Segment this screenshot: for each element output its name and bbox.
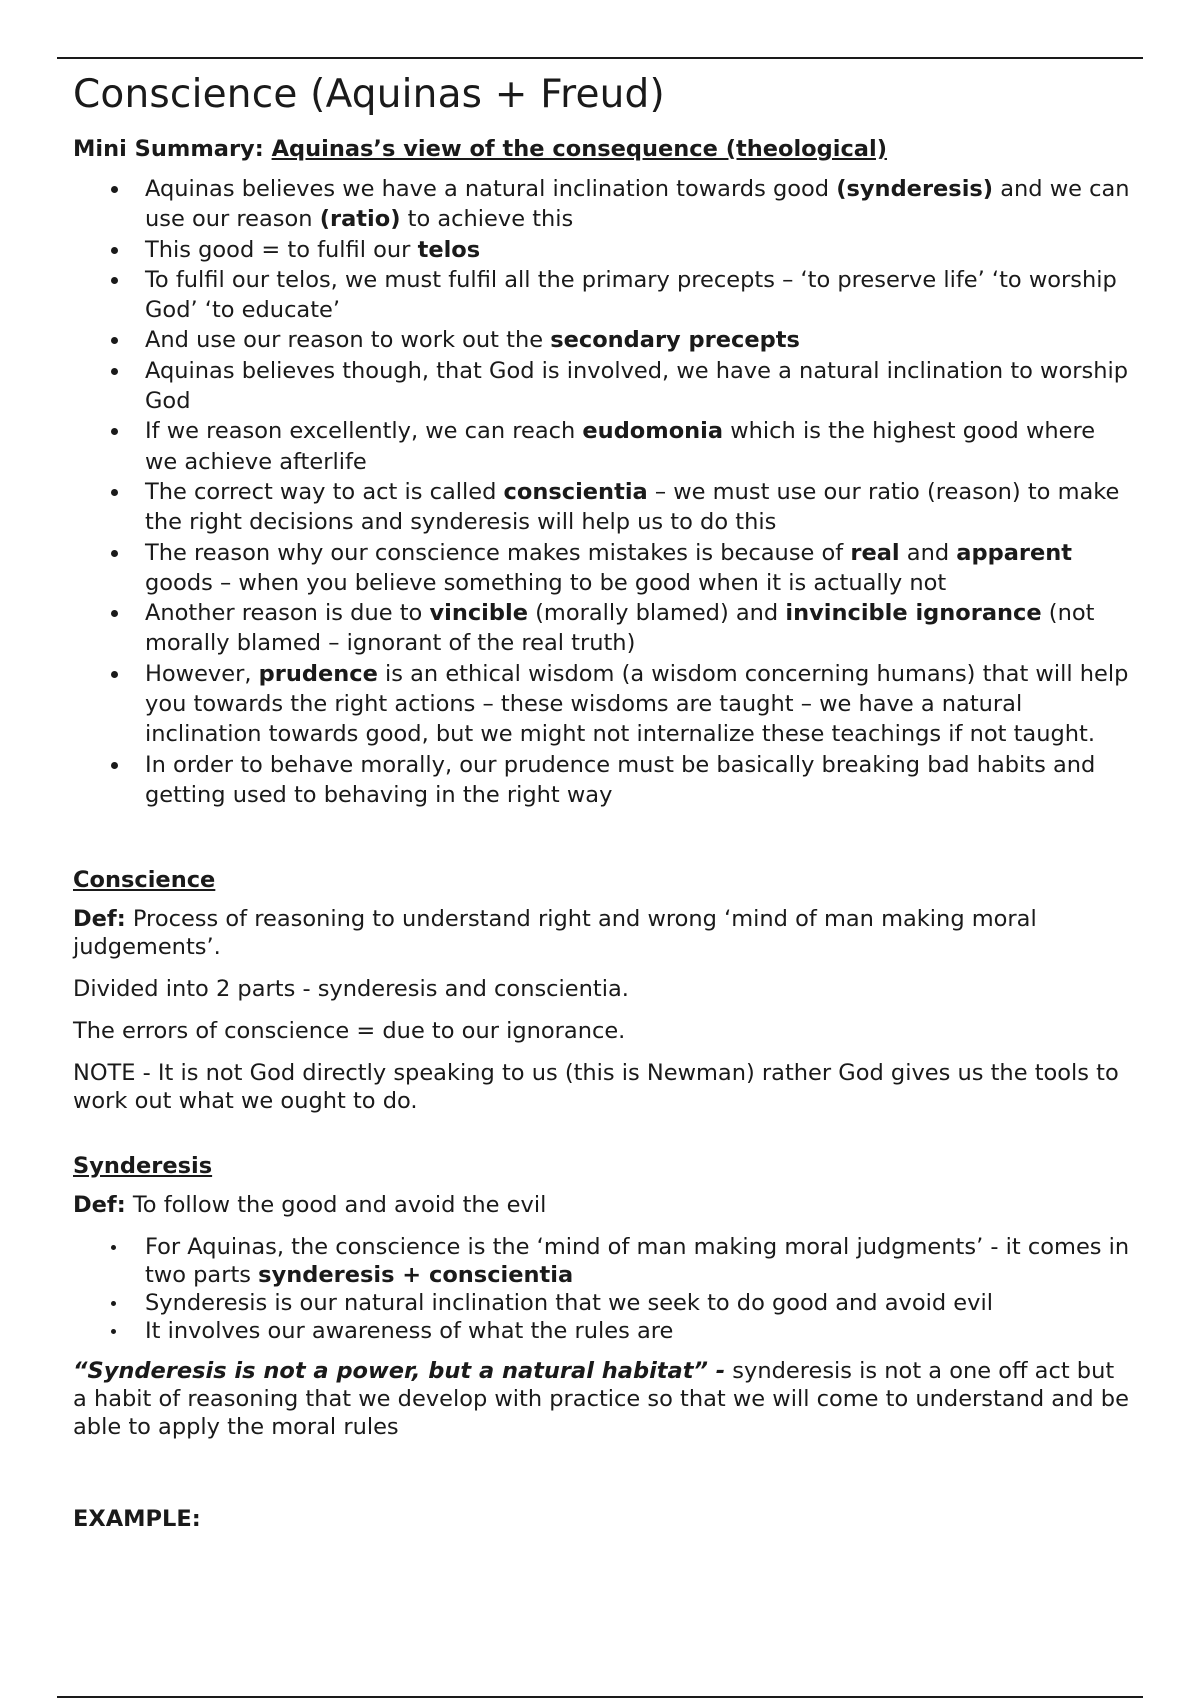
conscience-heading: Conscience: [73, 867, 216, 894]
mini-summary-heading: [73, 134, 1133, 164]
bold-term: secondary precepts: [550, 327, 800, 354]
quote-text: “Synderesis is not a power, but a natural habitat” -: [73, 1358, 726, 1385]
synderesis-definition: [73, 1191, 1133, 1219]
list-item: Synderesis is our natural inclination that we seek to do good and avoid evil: [145, 1289, 1133, 1317]
summary-bullet-list: [73, 174, 1133, 810]
summary-list-item: [145, 416, 1133, 477]
summary-list-item: [145, 174, 1133, 235]
bold-term: prudence: [258, 660, 378, 687]
text-run: Another reason is due to: [145, 600, 430, 627]
list-item-text: For Aquinas, the conscience is the ‘mind of man making moral judgments’ - it comes in two parts: [145, 1234, 1130, 1289]
text-run: Aquinas believes though, that God is involved, we have a natural inclination to worship God: [145, 357, 1128, 415]
text-run: If we reason excellently, we can reach: [145, 418, 583, 445]
example-heading: EXAMPLE:: [73, 1506, 201, 1533]
bottom-rule: [57, 1696, 1143, 1698]
conscience-errors: The errors of conscience = due to our ignorance.: [73, 1018, 626, 1045]
bold-term: vincible: [429, 600, 528, 627]
bold-term: eudomonia: [582, 418, 724, 445]
text-run: goods – when you believe something to be good when it is actually not: [145, 569, 947, 596]
top-rule: [57, 57, 1143, 59]
summary-list-item: [145, 598, 1133, 659]
spacer: [73, 1129, 1133, 1151]
bold-term: (ratio): [319, 206, 401, 233]
summary-list-item: [145, 477, 1133, 538]
synderesis-def-text: To follow the good and avoid the evil: [125, 1192, 547, 1219]
summary-list-item: [145, 356, 1133, 417]
summary-list-item: [145, 235, 1133, 265]
text-run: However,: [145, 660, 259, 687]
summary-list-item: [145, 325, 1133, 355]
text-run: The reason why our conscience makes mistakes is because of: [145, 539, 851, 566]
mini-summary-label: Mini Summary:: [73, 136, 264, 162]
conscience-parts: Divided into 2 parts - synderesis and conscientia.: [73, 976, 629, 1003]
summary-list-item: [145, 750, 1133, 811]
text-run: to achieve this: [400, 206, 574, 233]
synderesis-bullet-list: [73, 1233, 1133, 1345]
quote-explanation: synderesis is not a one off act but a habit of reasoning that we develop with practice so that we will come to understand and be able to apply the moral rules: [73, 1358, 1129, 1441]
synderesis-heading: Synderesis: [73, 1153, 213, 1180]
text-run: (morally blamed) and: [527, 600, 786, 627]
text-run: – we must use our ratio (reason) to make the right decisions and synderesis will help us to do this: [145, 478, 1120, 536]
spacer: [73, 810, 1133, 865]
list-item: It involves our awareness of what the rules are: [145, 1317, 1133, 1345]
page-title: Conscience (Aquinas + Freud): [73, 72, 665, 117]
text-run: And use our reason to work out the: [145, 327, 551, 354]
conscience-definition: [73, 905, 1133, 961]
text-run: is an ethical wisdom (a wisdom concerning humans) that will help you towards the right actions – these wisdoms are taught – we have a natural inclination towards good, but we might not internalize these teachings if not taught.: [145, 660, 1129, 748]
bold-term: telos: [417, 236, 481, 263]
summary-list-item: [145, 659, 1133, 750]
conscience-def-text: Process of reasoning to understand right and wrong ‘mind of man making moral judgements’.: [73, 906, 1037, 961]
synderesis-def-label: Def:: [73, 1192, 126, 1219]
bold-term: apparent: [956, 539, 1073, 566]
text-run: In order to behave morally, our prudence must be basically breaking bad habits and getting used to behaving in the right way: [145, 751, 1096, 808]
text-run: and we can use our reason: [145, 176, 1130, 233]
text-run: The correct way to act is called: [145, 478, 504, 505]
bold-term: conscientia: [503, 478, 648, 505]
conscience-def-label: Def:: [73, 906, 126, 933]
spacer: [73, 1455, 1133, 1505]
bold-term: (synderesis): [836, 176, 994, 202]
text-run: and: [899, 539, 957, 566]
text-run: (not morally blamed – ignorant of the real truth): [145, 600, 1095, 657]
text-run: To fulfil our telos, we must fulfil all the primary precepts – ‘to preserve life’ ‘to worship God’ ‘to educate’: [145, 266, 1117, 324]
text-run: This good = to fulfil our: [145, 236, 418, 263]
document-body: [73, 70, 1133, 1547]
mini-summary-title: Aquinas’s view of the consequence (theological): [271, 136, 887, 162]
summary-list-item: [145, 265, 1133, 326]
list-item-bold: synderesis + conscientia: [258, 1262, 574, 1289]
conscience-note: NOTE - It is not God directly speaking to us (this is Newman) rather God gives us the tools to work out what we ought to do.: [73, 1060, 1119, 1115]
bold-term: real: [850, 539, 900, 566]
bold-term: invincible ignorance: [785, 600, 1042, 627]
synderesis-quote: [73, 1357, 1133, 1441]
text-run: Aquinas believes we have a natural inclination towards good: [145, 176, 837, 202]
summary-list-item: [145, 538, 1133, 599]
list-item: [145, 1233, 1133, 1289]
text-run: which is the highest good where we achieve afterlife: [145, 418, 1096, 475]
